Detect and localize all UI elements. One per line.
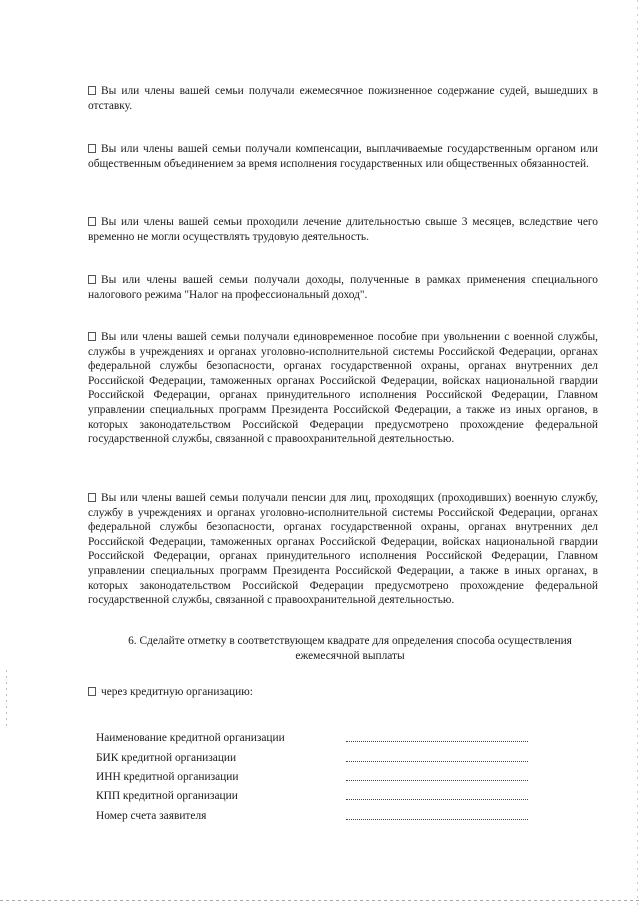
statement-text: Вы или члены вашей семьи получали доходы, полученные в рамках применения специального налогового режима "Налог на профессиональный доход".: [88, 274, 598, 301]
section-6-title: 6. Сделайте отметку в соответствующем квадрате для определения способа осуществления ежемесячной выплаты: [128, 635, 572, 662]
bank-name-label: Наименование кредитной организации: [96, 732, 285, 744]
bik-row: [96, 751, 536, 767]
statement-retired-judges: [88, 84, 598, 113]
payment-option-credit-org: [88, 685, 253, 700]
scan-edge-bottom: [0, 900, 640, 901]
statement-public-duties-compensation: [88, 142, 598, 171]
statement-checkbox[interactable]: [88, 86, 96, 95]
payment-option-checkbox[interactable]: [88, 687, 96, 696]
statement-checkbox[interactable]: [88, 275, 96, 284]
statement-text: Вы или члены вашей семьи проходили лечение длительностью свыше 3 месяцев, вследствие чего временно не могли осуществлять трудовую деятельность.: [88, 216, 598, 243]
inn-row: [96, 770, 536, 786]
statement-self-employed-tax: [88, 273, 598, 302]
scan-edge-right: [637, 0, 638, 905]
account-number-label: Номер счета заявителя: [96, 810, 207, 822]
statement-text: Вы или члены вашей семьи получали компенсации, выплачиваемые государственным органом или общественным объединением за время исполнения государственных или общественных обязанностей.: [88, 143, 598, 170]
inn-label: ИНН кредитной организации: [96, 771, 239, 783]
statement-checkbox[interactable]: [88, 144, 96, 153]
bik-field[interactable]: [346, 761, 528, 762]
statement-dismissal-allowance: [88, 330, 598, 447]
statement-checkbox[interactable]: [88, 493, 96, 502]
statement-checkbox[interactable]: [88, 332, 96, 341]
bank-name-field[interactable]: [346, 741, 528, 742]
statement-service-pension: [88, 491, 598, 608]
kpp-label: КПП кредитной организации: [96, 790, 238, 802]
statement-text: Вы или члены вашей семьи получали ежемесячное пожизненное содержание судей, вышедших в отставку.: [88, 85, 598, 112]
inn-field[interactable]: [346, 780, 528, 781]
kpp-field[interactable]: [346, 799, 528, 800]
statement-checkbox[interactable]: [88, 217, 96, 226]
kpp-row: [96, 789, 536, 805]
account-number-field[interactable]: [346, 819, 528, 820]
account-number-row: [96, 809, 536, 825]
bank-name-row: [96, 731, 536, 747]
scan-edge-left: [6, 670, 7, 730]
statement-text: Вы или члены вашей семьи получали единовременное пособие при увольнении с военной службы, службы в учреждениях и органах уголовно-исполнительной системы Российской Федерации, органах федеральной службы безопасности, органах государственной охраны, органах внутренних дел Российской Федерации, таможенных органах Российской Федерации, войсках национальной гвардии Российской Федерации, органах принудительного исполнения Российской Федерации, Главном управлении специальных программ Президента Российской Федерации, а также из иных органов, в которых законодательством Российской Федерации предусмотрено прохождение федеральной государственной службы, связанной с правоохранительной деятельностью.: [88, 331, 598, 446]
statement-long-treatment: [88, 215, 598, 244]
payment-option-label: через кредитную организацию:: [101, 686, 253, 698]
bik-label: БИК кредитной организации: [96, 752, 237, 764]
statement-text: Вы или члены вашей семьи получали пенсии для лиц, проходящих (проходивших) военную службу, службу в учреждениях и органах уголовно-исполнительной системы Российской Федерации, органах федеральной службы безопасности, органах государственной охраны, органах внутренних дел Российской Федерации, таможенных органах Российской Федерации, войсках национальной гвардии Российской Федерации, органах принудительного исполнения Российской Федерации, Главном управлении специальных программ Президента Российской Федерации, а также в иных органах, в которых законодательством Российской Федерации предусмотрено прохождение федеральной государственной службы, связанной с правоохранительной деятельностью.: [88, 492, 598, 607]
